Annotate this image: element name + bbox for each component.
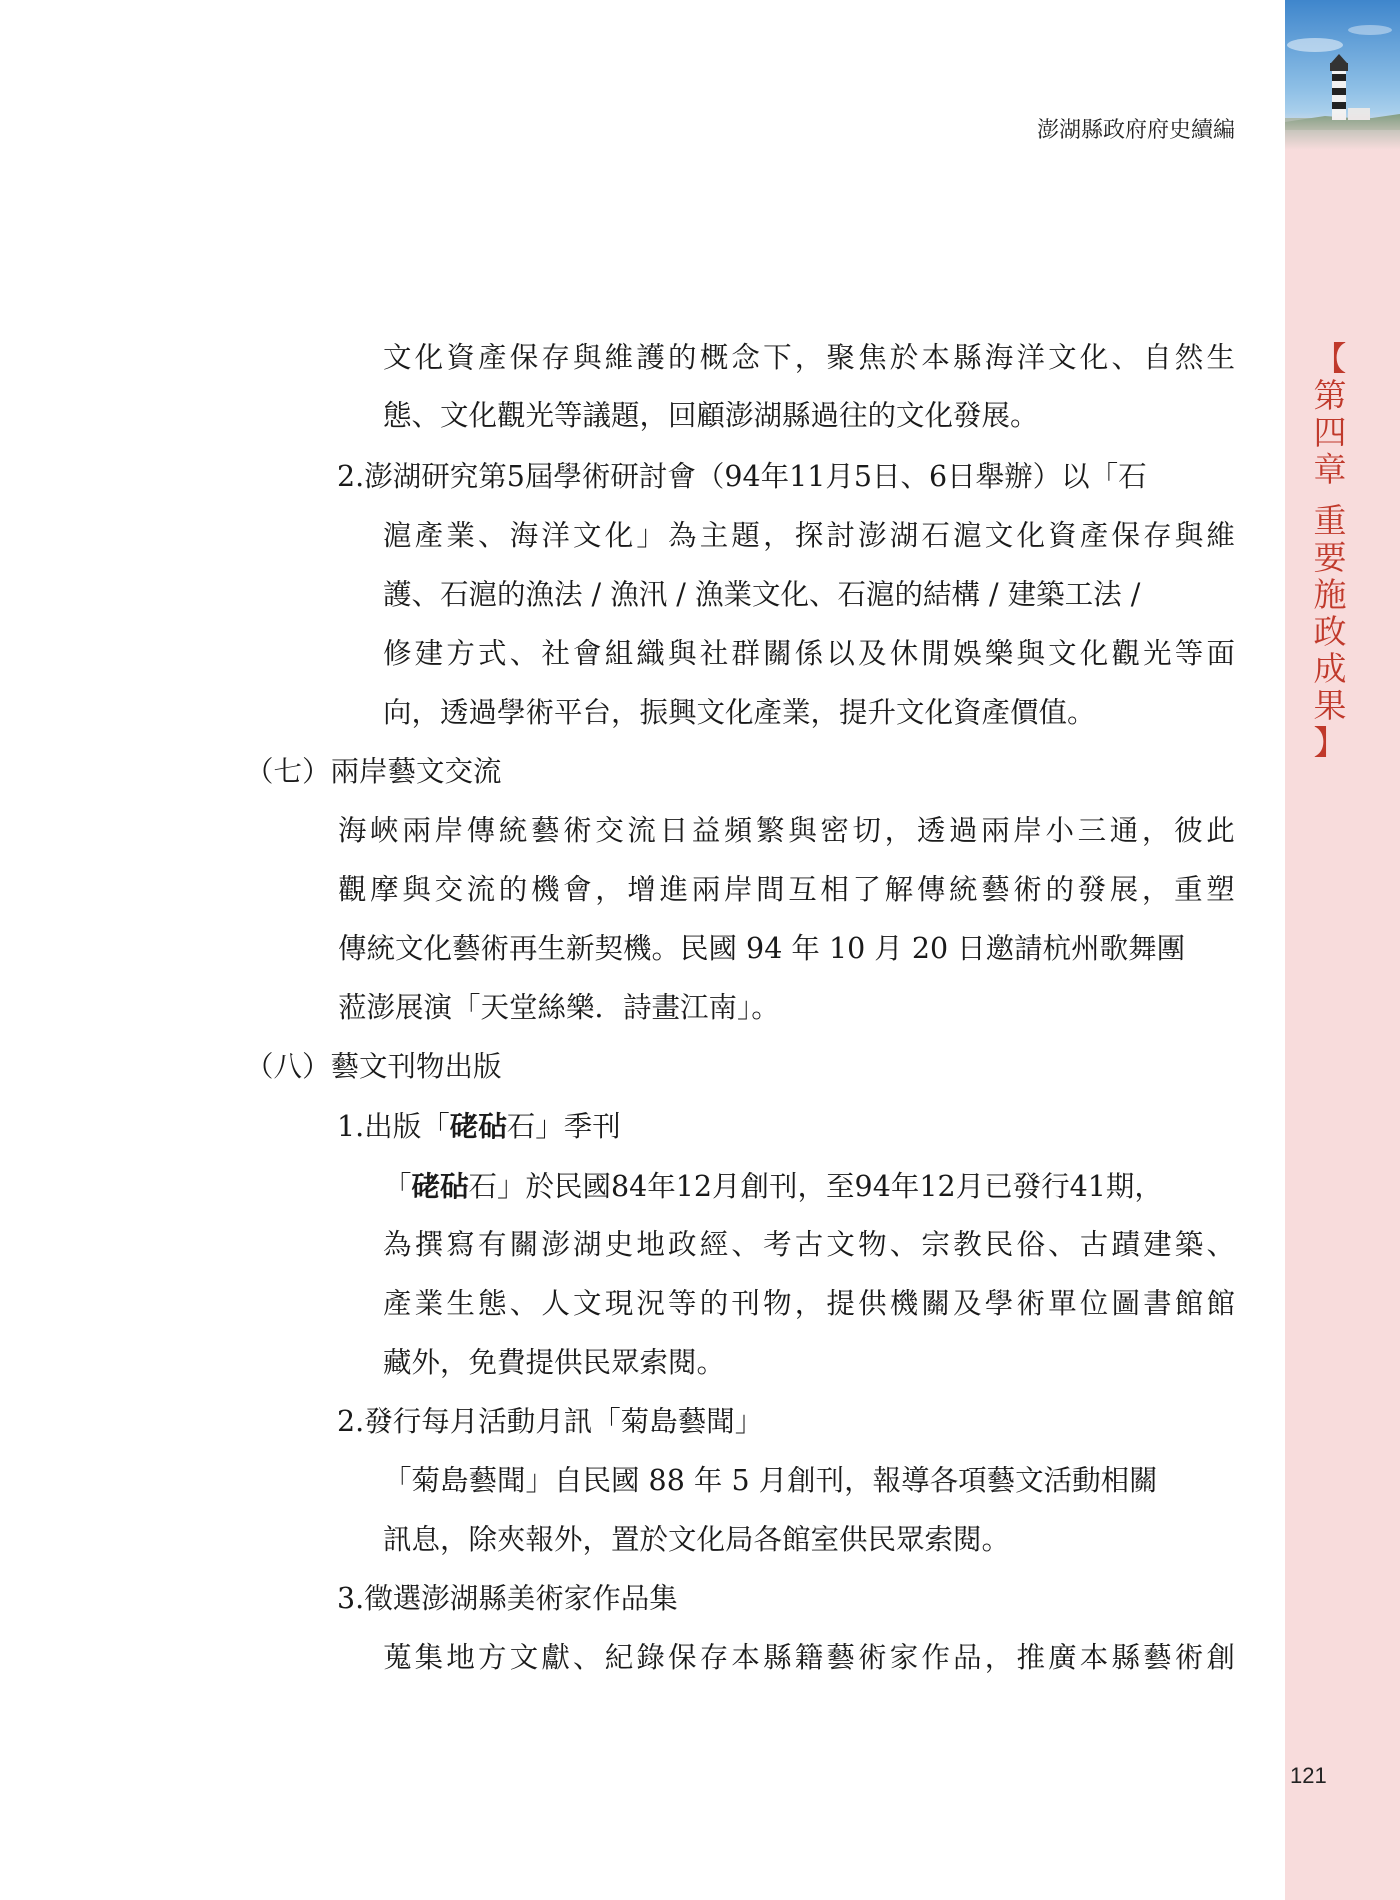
glyph: 況: [636, 1287, 665, 1320]
glyph: 人: [541, 1287, 570, 1320]
glyph: 探: [794, 519, 824, 552]
glyph: 社: [699, 637, 729, 670]
emphasis-text: 硓砧: [411, 1169, 469, 1203]
glyph: 蒐: [383, 1641, 412, 1674]
glyph: 澎: [858, 519, 887, 552]
glyph: ，: [794, 341, 824, 374]
glyph: 藝: [1143, 1641, 1172, 1674]
glyph: 閒: [921, 637, 950, 670]
glyph: 館: [1206, 1287, 1235, 1320]
glyph: 相: [820, 873, 849, 906]
glyph: 文: [383, 341, 412, 374]
lighthouse-illustration: [1285, 0, 1400, 150]
glyph: ，: [1141, 814, 1171, 847]
glyph: 保: [1111, 519, 1140, 552]
glyph: 縣: [1111, 1641, 1140, 1674]
glyph: 社: [541, 637, 570, 670]
glyph: 文: [1048, 637, 1077, 670]
glyph: 為: [668, 519, 697, 552]
paragraph-text: 石」於民國84年12月創刊，至94年12月已發行41期，: [468, 1170, 1163, 1203]
paragraph-line: [383, 516, 1235, 556]
glyph: 資: [446, 341, 475, 374]
glyph: 統: [948, 873, 978, 906]
glyph: 學: [984, 1287, 1014, 1320]
glyph: 概: [699, 341, 729, 374]
glyph: 化: [1016, 519, 1045, 552]
glyph: 觀: [338, 873, 367, 906]
paragraph-line: [383, 1166, 1235, 1206]
glyph: 、: [1048, 1228, 1077, 1261]
glyph: 互: [788, 873, 817, 906]
chapter-tab-char: 【: [1313, 339, 1347, 378]
glyph: 小: [1045, 814, 1074, 847]
glyph: 單: [1048, 1287, 1077, 1320]
glyph: 護: [636, 341, 665, 374]
glyph: 本: [921, 341, 950, 374]
glyph: 地: [446, 1641, 475, 1674]
glyph: 三: [1077, 814, 1107, 847]
glyph: 與: [1016, 637, 1045, 670]
list-item-line: 3.徵選澎湖縣美術家作品集: [337, 1582, 678, 1615]
glyph: 為: [383, 1228, 412, 1261]
glyph: 重: [1174, 873, 1203, 906]
glyph: 術: [1013, 873, 1042, 906]
glyph: 等: [668, 1287, 697, 1320]
glyph: 解: [884, 873, 914, 906]
glyph: 透: [916, 814, 946, 847]
glyph: 與: [573, 341, 602, 374]
glyph: 關: [921, 1287, 950, 1320]
glyph: 機: [889, 1287, 919, 1320]
glyph: 生: [446, 1287, 475, 1320]
glyph: 與: [1174, 519, 1204, 552]
glyph: 益: [691, 814, 721, 847]
glyph: 光: [1143, 637, 1172, 670]
glyph: ，: [794, 1287, 824, 1320]
glyph: 經: [699, 1228, 729, 1261]
glyph: 民: [984, 1228, 1014, 1261]
section-heading-seven: （七）兩岸藝文交流: [245, 755, 502, 788]
glyph: 有: [478, 1228, 507, 1261]
glyph: ，: [595, 873, 624, 906]
glyph: 集: [414, 1641, 444, 1674]
paragraph-line: 向，透過學術平台，振興文化產業，提升文化資產價值。: [383, 696, 1096, 729]
glyph: 海: [338, 814, 367, 847]
glyph: 群: [731, 637, 760, 670]
glyph: 築: [1174, 1228, 1204, 1261]
glyph: 作: [921, 1641, 950, 1674]
glyph: 繁: [756, 814, 785, 847]
glyph: 化: [604, 519, 634, 552]
glyph: 及: [953, 1287, 982, 1320]
glyph: 化: [1079, 341, 1109, 374]
list-item-text: 1.出版「: [337, 1110, 450, 1143]
glyph: 縣: [953, 341, 982, 374]
glyph: 石: [921, 519, 950, 552]
glyph: 會: [573, 637, 602, 670]
glyph: 考: [763, 1228, 792, 1261]
glyph: 推: [1016, 1641, 1045, 1674]
glyph: 刊: [731, 1287, 760, 1320]
glyph: 的: [1045, 873, 1074, 906]
page-number: 121: [1290, 1763, 1327, 1788]
glyph: 傳: [466, 814, 496, 847]
glyph: 存: [1143, 519, 1172, 552]
glyph: 兩: [402, 814, 431, 847]
chapter-tab-char: 重: [1313, 501, 1347, 540]
glyph: 、: [731, 1228, 760, 1261]
glyph: 交: [595, 814, 624, 847]
glyph: 業: [446, 519, 475, 552]
glyph: 關: [509, 1228, 539, 1261]
glyph: 存: [541, 341, 570, 374]
glyph: 組: [604, 637, 634, 670]
glyph: 維: [1206, 519, 1235, 552]
glyph: 彼: [1174, 814, 1203, 847]
glyph: 書: [1143, 1287, 1172, 1320]
glyph: 關: [763, 637, 792, 670]
glyph: 現: [604, 1287, 634, 1320]
chapter-tab-char: 要: [1313, 538, 1347, 577]
glyph: 」: [636, 519, 665, 552]
glyph: ，: [984, 1641, 1014, 1674]
glyph: 產: [383, 1287, 412, 1320]
glyph: 籍: [794, 1641, 824, 1674]
glyph: 以: [826, 637, 855, 670]
glyph: 岸: [434, 814, 463, 847]
glyph: 提: [826, 1287, 855, 1320]
glyph: 滬: [953, 519, 982, 552]
glyph: 滬: [383, 519, 412, 552]
glyph: 教: [953, 1228, 982, 1261]
glyph: 化: [1079, 637, 1109, 670]
glyph: 頻: [723, 814, 753, 847]
glyph: 展: [1109, 873, 1139, 906]
glyph: 題: [731, 519, 760, 552]
glyph: 地: [636, 1228, 665, 1261]
glyph: 及: [858, 637, 887, 670]
glyph: 術: [858, 1641, 887, 1674]
glyph: 縣: [763, 1641, 792, 1674]
glyph: 的: [668, 341, 697, 374]
list-item-line: [337, 1106, 621, 1146]
chapter-tab-char: 】: [1313, 723, 1347, 762]
glyph: 文: [826, 1228, 855, 1261]
glyph: 古: [794, 1228, 824, 1261]
glyph: 術: [563, 814, 592, 847]
section-heading-eight: （八）藝文刊物出版: [245, 1050, 502, 1083]
glyph: 間: [756, 873, 785, 906]
glyph: 通: [1109, 814, 1139, 847]
paragraph-line: [383, 634, 1235, 674]
glyph: 觀: [1111, 637, 1140, 670]
glyph: 存: [699, 1641, 729, 1674]
paragraph-line: [383, 1638, 1235, 1678]
glyph: 產: [478, 341, 507, 374]
glyph: 供: [858, 1287, 887, 1320]
glyph: 海: [984, 341, 1014, 374]
paragraph-line: [338, 811, 1235, 851]
glyph: 宗: [921, 1228, 950, 1261]
glyph: 洋: [1016, 341, 1045, 374]
chapter-tab-char: 章: [1313, 450, 1347, 489]
glyph: 流: [466, 873, 496, 906]
glyph: 創: [1206, 1641, 1235, 1674]
glyph: 、: [573, 1641, 602, 1674]
glyph: 的: [498, 873, 528, 906]
glyph: 湖: [889, 519, 919, 552]
glyph: 、: [1206, 1228, 1235, 1261]
paragraph-text: 「: [383, 1170, 412, 1203]
glyph: 館: [1174, 1287, 1204, 1320]
list-item-line: 2.澎湖研究第5屆學術研討會（94年11月5日、6日舉辦）以「石: [337, 460, 1147, 493]
glyph: 澎: [541, 1228, 570, 1261]
chapter-tab-char: 施: [1313, 575, 1347, 614]
glyph: 蹟: [1111, 1228, 1140, 1261]
glyph: 密: [820, 814, 849, 847]
glyph: 廣: [1048, 1641, 1077, 1674]
chapter-tab-char: 果: [1313, 686, 1347, 725]
glyph: 與: [788, 814, 817, 847]
glyph: 本: [731, 1641, 760, 1674]
glyph: 保: [668, 1641, 697, 1674]
glyph: 念: [731, 341, 760, 374]
glyph: 會: [563, 873, 592, 906]
side-color-band: [1285, 0, 1400, 1900]
glyph: 術: [1016, 1287, 1045, 1320]
glyph: 此: [1206, 814, 1235, 847]
glyph: 史: [604, 1228, 634, 1261]
glyph: 建: [414, 637, 444, 670]
glyph: 兩: [981, 814, 1010, 847]
paragraph-line: 傳統文化藝術再生新契機。民國 94 年 10 月 20 日邀請杭州歌舞團: [338, 932, 1186, 965]
glyph: 、: [478, 519, 507, 552]
glyph: 建: [1143, 1228, 1172, 1261]
glyph: 維: [604, 341, 634, 374]
running-header-title: 澎湖縣政府府史續編: [1036, 118, 1235, 143]
glyph: 物: [763, 1287, 792, 1320]
glyph: 錄: [636, 1641, 665, 1674]
glyph: 文: [1048, 341, 1077, 374]
paragraph-line: [383, 1284, 1235, 1324]
glyph: 、: [509, 637, 539, 670]
emphasis-text: 硓砧: [449, 1109, 507, 1143]
paragraph-line: 藏外，免費提供民眾索閱。: [383, 1346, 726, 1379]
glyph: 傳: [916, 873, 946, 906]
lighthouse-photo: [1285, 0, 1400, 150]
glyph: 於: [889, 341, 919, 374]
glyph: 面: [1206, 637, 1235, 670]
paragraph-line: [338, 870, 1235, 910]
chapter-tab-char: 政: [1313, 612, 1347, 651]
glyph: 進: [659, 873, 689, 906]
glyph: 獻: [541, 1641, 570, 1674]
glyph: 主: [699, 519, 729, 552]
chapter-tab-char: 四: [1313, 413, 1347, 452]
glyph: 撰: [414, 1228, 444, 1261]
glyph: 統: [498, 814, 528, 847]
glyph: 保: [509, 341, 539, 374]
glyph: 方: [446, 637, 475, 670]
list-item-text: 石」季刊: [506, 1110, 621, 1143]
glyph: 樂: [984, 637, 1014, 670]
glyph: 海: [509, 519, 539, 552]
glyph: 係: [794, 637, 824, 670]
glyph: 峽: [370, 814, 399, 847]
paragraph-line: 訊息，除夾報外，置於文化局各館室供民眾索閱。: [383, 1523, 1011, 1556]
glyph: 寫: [446, 1228, 475, 1261]
glyph: ，: [884, 814, 914, 847]
glyph: 自: [1143, 341, 1172, 374]
glyph: 與: [402, 873, 431, 906]
glyph: 圖: [1111, 1287, 1140, 1320]
glyph: 、: [509, 1287, 539, 1320]
glyph: 與: [668, 637, 697, 670]
glyph: 資: [1048, 519, 1077, 552]
glyph: 娛: [953, 637, 982, 670]
chapter-side-tab: [1310, 340, 1350, 761]
glyph: 藝: [530, 814, 560, 847]
glyph: 然: [1174, 341, 1204, 374]
glyph: 家: [889, 1641, 919, 1674]
glyph: 等: [1174, 637, 1204, 670]
glyph: 流: [627, 814, 656, 847]
glyph: 生: [1206, 341, 1235, 374]
glyph: 湖: [573, 1228, 602, 1261]
glyph: 物: [858, 1228, 887, 1261]
glyph: 政: [668, 1228, 697, 1261]
chapter-tab-char: 第: [1313, 376, 1347, 415]
glyph: 術: [1174, 1641, 1204, 1674]
glyph: 討: [826, 519, 855, 552]
glyph: 塑: [1206, 873, 1235, 906]
glyph: 發: [1077, 873, 1107, 906]
glyph: 、: [1111, 341, 1140, 374]
glyph: ，: [763, 519, 792, 552]
glyph: 紀: [604, 1641, 634, 1674]
glyph: 織: [636, 637, 665, 670]
glyph: 交: [434, 873, 463, 906]
glyph: 業: [414, 1287, 444, 1320]
glyph: 藝: [826, 1641, 855, 1674]
list-item-line: 2.發行每月活動月訊「菊島藝聞」: [337, 1405, 764, 1438]
glyph: 下: [763, 341, 792, 374]
glyph: 增: [627, 873, 656, 906]
glyph: 文: [573, 519, 602, 552]
glyph: 產: [1079, 519, 1109, 552]
paragraph-line: 「菊島藝聞」自民國 88 年 5 月創刊，報導各項藝文活動相關: [383, 1464, 1158, 1497]
glyph: 兩: [691, 873, 721, 906]
glyph: 休: [889, 637, 919, 670]
glyph: 品: [953, 1641, 982, 1674]
glyph: 焦: [858, 341, 887, 374]
glyph: 式: [478, 637, 507, 670]
glyph: 摩: [370, 873, 399, 906]
glyph: 切: [852, 814, 882, 847]
glyph: ，: [1141, 873, 1171, 906]
glyph: 態: [478, 1287, 507, 1320]
glyph: 藝: [981, 873, 1010, 906]
glyph: 的: [699, 1287, 729, 1320]
glyph: 文: [509, 1641, 539, 1674]
glyph: 機: [530, 873, 560, 906]
glyph: 俗: [1016, 1228, 1045, 1261]
paragraph-line: 蒞澎展演「天堂絲樂．詩畫江南」。: [338, 991, 780, 1024]
chapter-tab-spacer: [1310, 488, 1350, 502]
glyph: 聚: [826, 341, 855, 374]
chapter-tab-char: 成: [1313, 649, 1347, 688]
paragraph-line: [383, 1225, 1235, 1265]
paragraph-line: [383, 338, 1235, 378]
glyph: 修: [383, 637, 412, 670]
glyph: 文: [984, 519, 1014, 552]
glyph: 岸: [723, 873, 753, 906]
paragraph-line: 態、文化觀光等議題，回顧澎湖縣過往的文化發展。: [383, 399, 1039, 432]
glyph: 洋: [541, 519, 570, 552]
paragraph-line: 護、石滬的漁法 / 漁汛 / 漁業文化、石滬的結構 / 建築工法 /: [383, 578, 1141, 611]
glyph: 了: [852, 873, 882, 906]
glyph: 產: [414, 519, 444, 552]
glyph: 方: [478, 1641, 507, 1674]
glyph: 位: [1079, 1287, 1109, 1320]
glyph: 古: [1079, 1228, 1109, 1261]
glyph: 岸: [1013, 814, 1042, 847]
glyph: 過: [948, 814, 978, 847]
glyph: 日: [659, 814, 689, 847]
glyph: 文: [573, 1287, 602, 1320]
glyph: 、: [889, 1228, 919, 1261]
glyph: 本: [1079, 1641, 1109, 1674]
glyph: 化: [414, 341, 444, 374]
